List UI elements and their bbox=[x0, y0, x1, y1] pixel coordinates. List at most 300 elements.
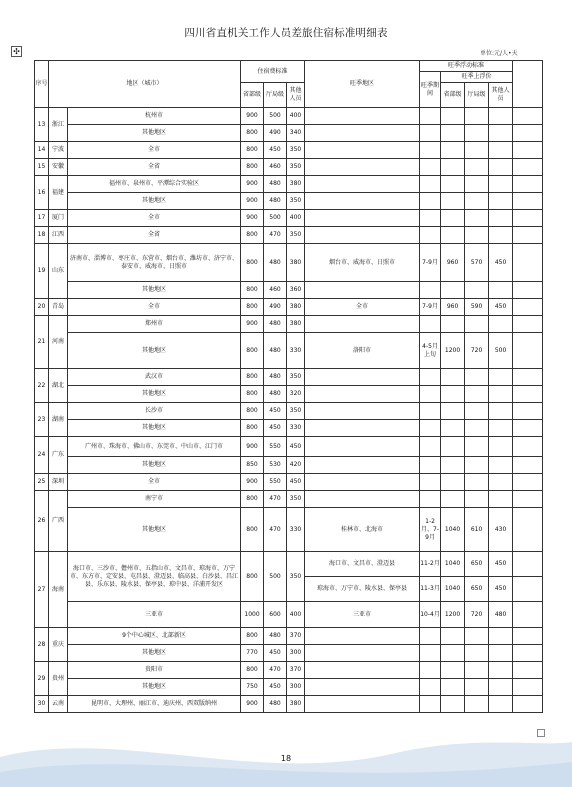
row-seq: 29 bbox=[35, 662, 49, 696]
row-seq: 24 bbox=[35, 437, 49, 474]
row-peak-ting bbox=[465, 491, 489, 508]
row-peak-ting: 610 bbox=[465, 508, 489, 552]
lodging-standard-table bbox=[34, 60, 543, 713]
row-peak-ting bbox=[465, 628, 489, 645]
row-peak-qita bbox=[489, 316, 513, 333]
row-qita-price: 450 bbox=[287, 474, 305, 491]
row-extra bbox=[513, 474, 543, 491]
row-sheng-price: 900 bbox=[241, 193, 264, 210]
row-peak-qita bbox=[489, 420, 513, 437]
row-peak-sheng: 1040 bbox=[441, 577, 465, 602]
row-peak-ting bbox=[465, 369, 489, 386]
row-peak-region bbox=[305, 108, 420, 125]
table-move-handle-icon[interactable]: ✣ bbox=[11, 46, 22, 57]
row-peak-period bbox=[420, 474, 441, 491]
row-city: 其他地区 bbox=[68, 282, 241, 299]
table-row bbox=[35, 227, 543, 244]
row-extra bbox=[513, 420, 543, 437]
row-qita-price: 350 bbox=[287, 193, 305, 210]
row-qita-price: 300 bbox=[287, 645, 305, 662]
row-peak-region bbox=[305, 679, 420, 696]
document-title: 四川省直机关工作人员差旅住宿标准明细表 bbox=[184, 27, 388, 39]
row-city: 其他地区 bbox=[68, 457, 241, 474]
table-row bbox=[35, 176, 543, 193]
row-peak-sheng bbox=[441, 369, 465, 386]
row-peak-ting bbox=[465, 420, 489, 437]
row-ting-price: 480 bbox=[264, 369, 287, 386]
table-row bbox=[35, 193, 543, 210]
row-sheng-price: 800 bbox=[241, 159, 264, 176]
table-row bbox=[35, 142, 543, 159]
row-extra bbox=[513, 386, 543, 403]
row-peak-region: 烟台市、威海市、日照市 bbox=[305, 244, 420, 282]
row-extra bbox=[513, 403, 543, 420]
row-qita-price: 350 bbox=[287, 369, 305, 386]
row-city: 全市 bbox=[68, 142, 241, 159]
row-sheng-price: 900 bbox=[241, 176, 264, 193]
row-qita-price: 340 bbox=[287, 125, 305, 142]
row-province: 湖北 bbox=[49, 369, 68, 403]
row-peak-ting bbox=[465, 159, 489, 176]
row-ting-price: 450 bbox=[264, 645, 287, 662]
row-qita-price: 370 bbox=[287, 662, 305, 679]
row-extra bbox=[513, 244, 543, 282]
row-qita-price: 350 bbox=[287, 159, 305, 176]
row-peak-period bbox=[420, 437, 441, 457]
row-peak-region bbox=[305, 159, 420, 176]
table-row bbox=[35, 316, 543, 333]
row-peak-period bbox=[420, 696, 441, 713]
row-seq: 27 bbox=[35, 552, 49, 628]
row-city: 其他地区 bbox=[68, 645, 241, 662]
row-city: 其他地区 bbox=[68, 679, 241, 696]
row-city: 其他地区 bbox=[68, 420, 241, 437]
row-peak-ting: 590 bbox=[465, 299, 489, 316]
row-peak-ting bbox=[465, 282, 489, 299]
header-peak-sheng: 省部级 bbox=[441, 83, 465, 108]
row-qita-price: 450 bbox=[287, 437, 305, 457]
header-peak-float: 旺季浮动标准 bbox=[420, 61, 513, 72]
row-qita-price: 400 bbox=[287, 108, 305, 125]
row-peak-period: 11-2月 bbox=[420, 552, 441, 577]
row-ting-price: 480 bbox=[264, 316, 287, 333]
row-qita-price: 380 bbox=[287, 696, 305, 713]
row-peak-qita: 450 bbox=[489, 552, 513, 577]
row-extra bbox=[513, 125, 543, 142]
row-extra bbox=[513, 227, 543, 244]
row-seq: 15 bbox=[35, 159, 49, 176]
row-extra bbox=[513, 491, 543, 508]
row-peak-period: 7-9月 bbox=[420, 244, 441, 282]
row-sheng-price: 800 bbox=[241, 420, 264, 437]
header-sheng: 省部级 bbox=[241, 83, 264, 108]
row-peak-region bbox=[305, 662, 420, 679]
row-extra bbox=[513, 679, 543, 696]
row-peak-period bbox=[420, 662, 441, 679]
row-province: 浙江 bbox=[49, 108, 68, 142]
header-seq: 序号 bbox=[35, 61, 49, 108]
row-ting-price: 490 bbox=[264, 125, 287, 142]
row-peak-sheng: 1200 bbox=[441, 333, 465, 369]
row-ting-price: 480 bbox=[264, 176, 287, 193]
row-ting-price: 550 bbox=[264, 437, 287, 457]
row-peak-qita bbox=[489, 403, 513, 420]
row-province: 广东 bbox=[49, 437, 68, 474]
row-qita-price: 300 bbox=[287, 679, 305, 696]
row-peak-period bbox=[420, 176, 441, 193]
row-peak-ting bbox=[465, 645, 489, 662]
table-row bbox=[35, 299, 543, 316]
row-peak-qita bbox=[489, 282, 513, 299]
row-peak-period: 10-4月 bbox=[420, 602, 441, 628]
row-qita-price: 380 bbox=[287, 176, 305, 193]
row-qita-price: 350 bbox=[287, 403, 305, 420]
row-extra bbox=[513, 176, 543, 193]
row-province: 云南 bbox=[49, 696, 68, 713]
row-qita-price: 380 bbox=[287, 299, 305, 316]
row-sheng-price: 750 bbox=[241, 679, 264, 696]
row-province: 厦门 bbox=[49, 210, 68, 227]
row-peak-qita bbox=[489, 628, 513, 645]
row-peak-ting bbox=[465, 227, 489, 244]
row-peak-qita bbox=[489, 108, 513, 125]
row-sheng-price: 800 bbox=[241, 403, 264, 420]
row-extra bbox=[513, 696, 543, 713]
row-city: 全省 bbox=[68, 159, 241, 176]
row-city: 济南市、淄博市、枣庄市、东营市、烟台市、潍坊市、济宁市、泰安市、威海市、日照市 bbox=[68, 244, 241, 282]
table-row bbox=[35, 437, 543, 457]
row-qita-price: 330 bbox=[287, 333, 305, 369]
row-ting-price: 450 bbox=[264, 420, 287, 437]
row-peak-sheng bbox=[441, 696, 465, 713]
row-extra bbox=[513, 457, 543, 474]
row-province: 广西 bbox=[49, 491, 68, 552]
row-peak-qita: 500 bbox=[489, 333, 513, 369]
row-qita-price: 330 bbox=[287, 420, 305, 437]
table-row bbox=[35, 474, 543, 491]
row-ting-price: 450 bbox=[264, 679, 287, 696]
table-row bbox=[35, 210, 543, 227]
row-peak-period bbox=[420, 316, 441, 333]
row-province: 福建 bbox=[49, 176, 68, 210]
header-ting: 厅局级 bbox=[264, 83, 287, 108]
row-sheng-price: 800 bbox=[241, 333, 264, 369]
row-peak-qita: 450 bbox=[489, 299, 513, 316]
row-extra bbox=[513, 645, 543, 662]
row-qita-price: 420 bbox=[287, 457, 305, 474]
row-city: 9个中心城区、北部新区 bbox=[68, 628, 241, 645]
table-row bbox=[35, 662, 543, 679]
row-province: 河南 bbox=[49, 316, 68, 369]
table-row bbox=[35, 491, 543, 508]
row-province: 青岛 bbox=[49, 299, 68, 316]
row-seq: 16 bbox=[35, 176, 49, 210]
row-extra bbox=[513, 299, 543, 316]
row-peak-period bbox=[420, 386, 441, 403]
row-peak-sheng bbox=[441, 662, 465, 679]
row-city: 全省 bbox=[68, 227, 241, 244]
row-sheng-price: 800 bbox=[241, 244, 264, 282]
row-seq: 18 bbox=[35, 227, 49, 244]
row-province: 贵州 bbox=[49, 662, 68, 696]
row-peak-period bbox=[420, 227, 441, 244]
row-peak-ting: 650 bbox=[465, 552, 489, 577]
row-peak-qita bbox=[489, 176, 513, 193]
row-peak-region: 三亚市 bbox=[305, 602, 420, 628]
row-peak-ting: 720 bbox=[465, 333, 489, 369]
row-ting-price: 480 bbox=[264, 386, 287, 403]
table-resize-handle[interactable] bbox=[537, 729, 545, 737]
row-ting-price: 460 bbox=[264, 282, 287, 299]
row-peak-period bbox=[420, 403, 441, 420]
row-peak-period bbox=[420, 193, 441, 210]
table-row bbox=[35, 108, 543, 125]
row-peak-region bbox=[305, 282, 420, 299]
table-row bbox=[35, 244, 543, 282]
header-standard: 住宿费标准 bbox=[241, 61, 305, 83]
row-peak-qita: 450 bbox=[489, 577, 513, 602]
row-peak-ting bbox=[465, 108, 489, 125]
row-sheng-price: 850 bbox=[241, 457, 264, 474]
row-peak-sheng bbox=[441, 679, 465, 696]
row-peak-region bbox=[305, 628, 420, 645]
row-sheng-price: 800 bbox=[241, 227, 264, 244]
row-peak-ting bbox=[465, 403, 489, 420]
row-seq: 17 bbox=[35, 210, 49, 227]
row-sheng-price: 800 bbox=[241, 125, 264, 142]
table-row bbox=[35, 696, 543, 713]
header-extra bbox=[513, 61, 543, 108]
row-city: 武汉市 bbox=[68, 369, 241, 386]
row-qita-price: 350 bbox=[287, 491, 305, 508]
row-ting-price: 530 bbox=[264, 457, 287, 474]
row-peak-region: 洛阳市 bbox=[305, 333, 420, 369]
table-row bbox=[35, 602, 543, 628]
row-peak-region: 全市 bbox=[305, 299, 420, 316]
row-province: 山东 bbox=[49, 244, 68, 299]
row-peak-sheng bbox=[441, 316, 465, 333]
row-extra bbox=[513, 333, 543, 369]
row-peak-sheng bbox=[441, 420, 465, 437]
page-number: 18 bbox=[280, 754, 292, 763]
row-qita-price: 320 bbox=[287, 386, 305, 403]
table-row bbox=[35, 369, 543, 386]
row-peak-sheng bbox=[441, 457, 465, 474]
row-peak-period bbox=[420, 108, 441, 125]
row-peak-qita bbox=[489, 193, 513, 210]
row-qita-price: 350 bbox=[287, 552, 305, 602]
row-ting-price: 480 bbox=[264, 193, 287, 210]
table-row bbox=[35, 645, 543, 662]
row-peak-region bbox=[305, 474, 420, 491]
row-peak-ting bbox=[465, 437, 489, 457]
row-sheng-price: 800 bbox=[241, 491, 264, 508]
row-peak-ting bbox=[465, 474, 489, 491]
row-ting-price: 480 bbox=[264, 696, 287, 713]
row-city: 贵阳市 bbox=[68, 662, 241, 679]
row-peak-region bbox=[305, 420, 420, 437]
row-peak-period: 7-9月 bbox=[420, 299, 441, 316]
row-peak-qita bbox=[489, 159, 513, 176]
header-peak-region: 旺季地区 bbox=[305, 61, 420, 108]
row-peak-qita bbox=[489, 386, 513, 403]
row-ting-price: 450 bbox=[264, 142, 287, 159]
row-city: 其他地区 bbox=[68, 386, 241, 403]
row-city: 海口市、三沙市、儋州市、五指山市、文昌市、琼海市、万宁市、东方市、定安县、屯昌县、澄迈县、临高县、白沙县、昌江县、乐东县、陵水县、保亭县、琼中县、洋浦开发区 bbox=[68, 552, 241, 602]
row-peak-sheng: 960 bbox=[441, 299, 465, 316]
row-peak-qita bbox=[489, 679, 513, 696]
row-peak-sheng bbox=[441, 403, 465, 420]
row-seq: 13 bbox=[35, 108, 49, 142]
row-peak-sheng bbox=[441, 227, 465, 244]
row-extra bbox=[513, 210, 543, 227]
unit-label: 单位:元/人•天 bbox=[480, 50, 518, 57]
row-extra bbox=[513, 577, 543, 602]
row-peak-qita bbox=[489, 142, 513, 159]
row-city: 昆明市、大理州、丽江市、迪庆州、西双版纳州 bbox=[68, 696, 241, 713]
row-province: 湖南 bbox=[49, 403, 68, 437]
row-peak-period bbox=[420, 159, 441, 176]
row-peak-sheng bbox=[441, 210, 465, 227]
row-city: 全市 bbox=[68, 210, 241, 227]
row-extra bbox=[513, 662, 543, 679]
row-qita-price: 370 bbox=[287, 628, 305, 645]
row-peak-ting bbox=[465, 696, 489, 713]
row-peak-period bbox=[420, 125, 441, 142]
header-peak-up: 旺季上浮价 bbox=[441, 72, 513, 83]
table-row bbox=[35, 403, 543, 420]
row-province: 安徽 bbox=[49, 159, 68, 176]
row-peak-sheng bbox=[441, 628, 465, 645]
row-peak-ting bbox=[465, 386, 489, 403]
row-city: 其他地区 bbox=[68, 193, 241, 210]
table-row bbox=[35, 679, 543, 696]
row-extra bbox=[513, 628, 543, 645]
row-qita-price: 360 bbox=[287, 282, 305, 299]
row-seq: 26 bbox=[35, 491, 49, 552]
table-row bbox=[35, 552, 543, 577]
row-peak-region bbox=[305, 386, 420, 403]
row-province: 重庆 bbox=[49, 628, 68, 662]
row-extra bbox=[513, 552, 543, 577]
table-row bbox=[35, 420, 543, 437]
row-peak-region bbox=[305, 491, 420, 508]
table-row bbox=[35, 628, 543, 645]
row-peak-region bbox=[305, 227, 420, 244]
row-peak-qita bbox=[489, 369, 513, 386]
row-seq: 28 bbox=[35, 628, 49, 662]
row-peak-ting bbox=[465, 316, 489, 333]
row-sheng-price: 800 bbox=[241, 662, 264, 679]
row-peak-region: 桂林市、北海市 bbox=[305, 508, 420, 552]
row-province: 深圳 bbox=[49, 474, 68, 491]
row-extra bbox=[513, 108, 543, 125]
row-city: 三亚市 bbox=[68, 602, 241, 628]
row-peak-ting: 720 bbox=[465, 602, 489, 628]
page-wave-decoration bbox=[0, 717, 572, 787]
row-peak-qita bbox=[489, 457, 513, 474]
row-ting-price: 480 bbox=[264, 628, 287, 645]
row-peak-period bbox=[420, 457, 441, 474]
row-sheng-price: 900 bbox=[241, 437, 264, 457]
row-seq: 30 bbox=[35, 696, 49, 713]
row-peak-region: 海口市、文昌市、澄迈县 bbox=[305, 552, 420, 577]
row-peak-qita bbox=[489, 645, 513, 662]
row-peak-sheng bbox=[441, 386, 465, 403]
row-peak-region bbox=[305, 142, 420, 159]
row-peak-period bbox=[420, 210, 441, 227]
row-peak-qita bbox=[489, 696, 513, 713]
row-seq: 21 bbox=[35, 316, 49, 369]
row-sheng-price: 800 bbox=[241, 142, 264, 159]
row-peak-sheng bbox=[441, 142, 465, 159]
row-peak-region bbox=[305, 316, 420, 333]
row-peak-qita bbox=[489, 125, 513, 142]
row-city: 杭州市 bbox=[68, 108, 241, 125]
row-ting-price: 470 bbox=[264, 491, 287, 508]
row-extra bbox=[513, 142, 543, 159]
table-row bbox=[35, 159, 543, 176]
row-sheng-price: 800 bbox=[241, 282, 264, 299]
header-region: 地区（城市） bbox=[49, 61, 241, 108]
row-seq: 25 bbox=[35, 474, 49, 491]
table-row bbox=[35, 457, 543, 474]
row-peak-sheng bbox=[441, 437, 465, 457]
row-peak-ting bbox=[465, 679, 489, 696]
row-seq: 20 bbox=[35, 299, 49, 316]
row-peak-sheng bbox=[441, 125, 465, 142]
row-seq: 22 bbox=[35, 369, 49, 403]
row-ting-price: 470 bbox=[264, 227, 287, 244]
row-province: 江西 bbox=[49, 227, 68, 244]
row-peak-qita: 480 bbox=[489, 602, 513, 628]
row-sheng-price: 900 bbox=[241, 210, 264, 227]
row-extra bbox=[513, 602, 543, 628]
row-city: 其他地区 bbox=[68, 125, 241, 142]
header-qita: 其他人员 bbox=[287, 83, 305, 108]
row-city: 福州市、泉州市、平潭综合实验区 bbox=[68, 176, 241, 193]
table-row bbox=[35, 282, 543, 299]
row-peak-ting bbox=[465, 142, 489, 159]
row-peak-ting bbox=[465, 193, 489, 210]
row-ting-price: 460 bbox=[264, 159, 287, 176]
row-peak-qita bbox=[489, 210, 513, 227]
row-peak-region bbox=[305, 696, 420, 713]
row-peak-period bbox=[420, 491, 441, 508]
row-peak-sheng: 1200 bbox=[441, 602, 465, 628]
table-row bbox=[35, 386, 543, 403]
row-city: 其他地区 bbox=[68, 333, 241, 369]
header-peak-period: 旺季期间 bbox=[420, 72, 441, 108]
table-row bbox=[35, 125, 543, 142]
row-peak-ting bbox=[465, 125, 489, 142]
row-ting-price: 500 bbox=[264, 108, 287, 125]
row-qita-price: 350 bbox=[287, 142, 305, 159]
row-peak-sheng bbox=[441, 176, 465, 193]
row-city: 广州市、珠海市、佛山市、东莞市、中山市、江门市 bbox=[68, 437, 241, 457]
row-peak-ting bbox=[465, 662, 489, 679]
row-peak-region bbox=[305, 210, 420, 227]
row-sheng-price: 900 bbox=[241, 696, 264, 713]
row-peak-qita: 450 bbox=[489, 244, 513, 282]
row-peak-sheng bbox=[441, 282, 465, 299]
row-ting-price: 480 bbox=[264, 244, 287, 282]
row-extra bbox=[513, 282, 543, 299]
row-peak-qita bbox=[489, 491, 513, 508]
row-peak-region bbox=[305, 645, 420, 662]
row-peak-period: 11-3月 bbox=[420, 577, 441, 602]
row-ting-price: 600 bbox=[264, 602, 287, 628]
